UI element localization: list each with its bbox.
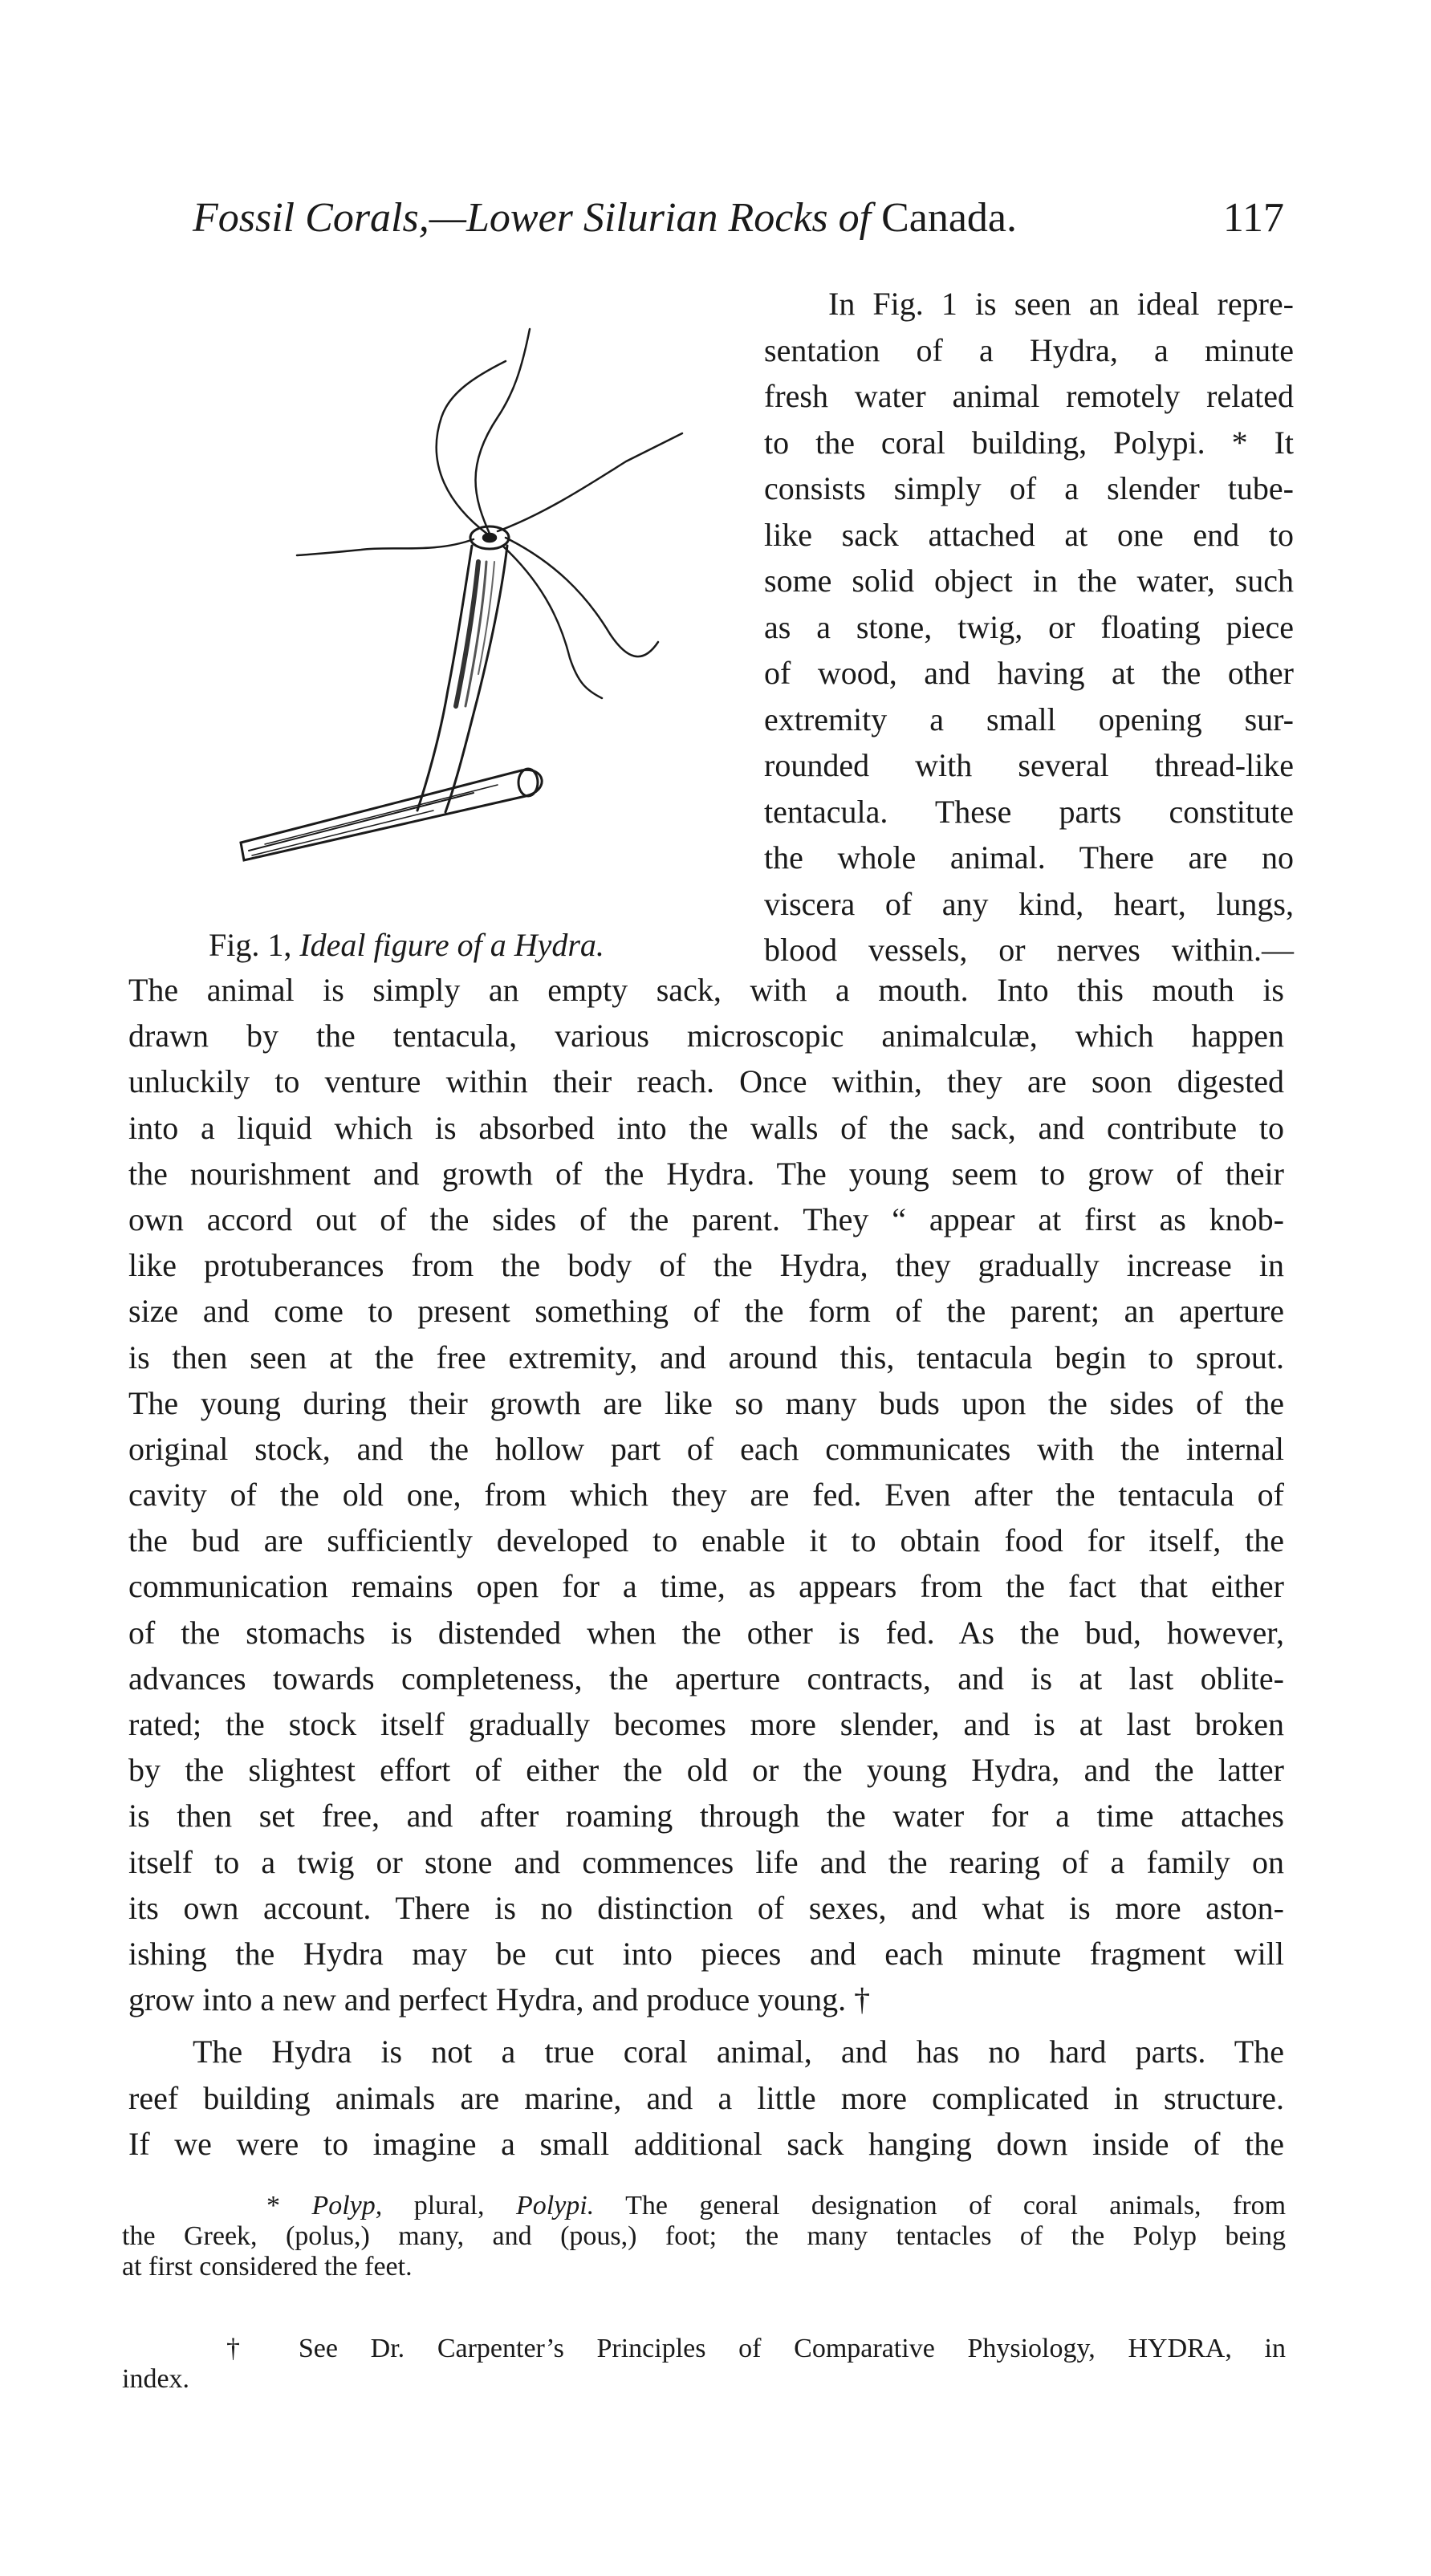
text-line: its own account. There is no distinction of sexes, and what is more aston- [128,1889,1284,1926]
footnote-carpenter [122,2334,1286,2395]
text-line: In Fig. 1 is seen an ideal repre- [828,286,1294,322]
text-line: The Hydra is not a true coral animal, and has no hard parts. The [193,2034,1284,2070]
text-line: itself to a twig or stone and commences life and the rearing of a family on [128,1843,1284,1880]
footnote-marker: * [266,2191,280,2220]
running-header [193,186,1284,250]
text-line: original stock, and the hollow part of each communicates with the internal [128,1430,1284,1467]
hydra-body [417,546,472,811]
footnote-text: The general designation of coral animals, from [625,2191,1287,2220]
tentacle [437,361,506,534]
caption-italic: Ideal figure of a Hydra. [299,927,604,963]
text-line: size and come to present something of the form of the parent; an aperture [128,1293,1284,1330]
text-line: ishing the Hydra may be cut into pieces and each minute fragment will [128,1935,1284,1972]
text-line: fresh water animal remotely related [764,378,1294,414]
main-text [128,967,1284,2167]
text-line: viscera of any kind, heart, lungs, [764,885,1294,922]
text-line: reef building animals are marine, and a little more complicated in structure. [128,2079,1284,2116]
text-line: like protuberances from the body of the Hydra, they gradually increase in [128,1247,1284,1284]
text-line: as a stone, twig, or floating piece [764,608,1294,645]
footnote-line: index. [122,2364,190,2394]
text-line: consists simply of a slender tube- [764,470,1294,506]
text-line: is then set free, and after roaming through the water for a time attaches [128,1798,1284,1834]
text-line: the nourishment and growth of the Hydra. The young seem to grow of their [128,1155,1284,1192]
text-line: to the coral building, Polypi. * It [764,424,1294,461]
hydra-figure [233,321,730,899]
text-line: like sack attached at one end to [764,516,1294,553]
hydra-illustration [233,321,730,899]
footnote-line: at first considered the feet. [122,2252,413,2281]
text-line: communication remains open for a time, as appears from the fact that either [128,1568,1284,1605]
text-line: the whole animal. There are no [764,839,1294,876]
text-line: The young during their growth are like so many buds upon the sides of the [128,1384,1284,1421]
text-line: The animal is simply an empty sack, with a mouth. Into this mouth is [128,972,1284,1008]
footnote-term: Polyp, [311,2191,383,2220]
side-column-text [764,281,1294,973]
tentacle [506,538,658,656]
text-line: of wood, and having at the other [764,655,1294,691]
text-line: If we were to imagine a small additional sack hanging down inside of the [128,2125,1284,2162]
footnote-polyp [122,2191,1286,2282]
text-line: own accord out of the sides of the parent. They “ appear at first as knob- [128,1201,1284,1237]
footnote-line: † See Dr. Carpenter’s Principles of Comparative Physiology, HYDRA, in [226,2334,1286,2363]
running-title-italic: Fossil Corals,—Lower Silurian Rocks of [193,195,872,241]
text-line: tentacula. These parts constitute [764,793,1294,830]
running-title [193,186,1017,250]
text-line: sentation of a Hydra, a minute [764,331,1294,368]
text-line: extremity a small opening sur- [764,701,1294,737]
tentacle [498,433,682,531]
figure-caption [209,923,738,968]
caption-prefix: Fig. 1, [209,927,292,963]
footnote-text: plural, [413,2191,485,2220]
text-line: is then seen at the free extremity, and around this, tentacula begin to sprout. [128,1339,1284,1375]
text-line: some solid object in the water, such [764,563,1294,599]
text-line: the bud are sufficiently developed to enable it to obtain food for itself, the [128,1522,1284,1559]
running-title-plain: Canada. [881,195,1018,241]
text-line: blood vessels, or nerves within.— [764,932,1294,968]
text-line: into a liquid which is absorbed into the walls of the sack, and contribute to [128,1109,1284,1146]
text-line: grow into a new and perfect Hydra, and produce young. † [128,1981,871,2018]
text-line: by the slightest effort of either the old or the young Hydra, and the latter [128,1752,1284,1789]
footnote-line: the Greek, (polus,) many, and (pous,) foot; the many tentacles of the Polyp being [122,2221,1286,2251]
text-line: advances towards completeness, the aperture contracts, and is at last oblite- [128,1660,1284,1696]
text-line: rounded with several thread-like [764,747,1294,783]
text-line: of the stomachs is distended when the other is fed. As the bud, however, [128,1614,1284,1651]
text-line: unluckily to venture within their reach. Once within, they are soon digested [128,1063,1284,1100]
text-line: rated; the stock itself gradually becomes more slender, and is at last broken [128,1706,1284,1742]
text-line: drawn by the tentacula, various microscopic animalculæ, which happen [128,1018,1284,1054]
footnote-term: Polypi. [515,2191,595,2220]
tentacle [297,539,474,555]
text-line: cavity of the old one, from which they are fed. Even after the tentacula of [128,1477,1284,1514]
footnote-line [122,2191,1286,2221]
tentacle [502,546,602,698]
tentacle [476,329,531,534]
page-number: 117 [1222,195,1284,241]
